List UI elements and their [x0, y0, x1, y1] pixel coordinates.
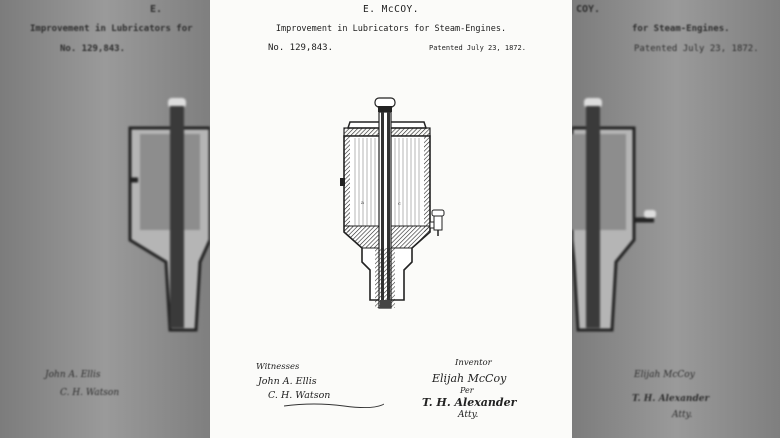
blur-date-right: Patented July 23, 1872.: [634, 44, 759, 54]
blur-witness-2-left: C. H. Watson: [60, 388, 120, 398]
blur-name-right: COY.: [576, 4, 601, 15]
patent-date: Patented July 23, 1872.: [429, 44, 526, 52]
attorney-signature: T. H. Alexander: [422, 396, 517, 409]
witness-1-signature: John A. Ellis: [258, 376, 317, 387]
svg-text:c: c: [398, 201, 401, 207]
witness-2-signature: C. H. Watson: [268, 390, 331, 401]
blur-atty-right: Atty.: [672, 410, 693, 420]
inventor-name-header: E. McCOY.: [363, 4, 419, 15]
blur-number-left: No. 129,843.: [60, 44, 126, 54]
witness-underline: [284, 398, 384, 412]
blur-name-left: E.: [150, 4, 163, 15]
blur-inventor-right: Elijah McCoy: [634, 370, 695, 380]
per-label: Per: [460, 386, 474, 395]
blur-attorney-right: T. H. Alexander: [632, 394, 710, 404]
inventor-label: Inventor: [455, 358, 492, 368]
patent-page: [210, 0, 572, 438]
lubricator-drawing: [210, 0, 572, 438]
blur-title-right: for Steam-Engines.: [632, 24, 730, 34]
patent-title: Improvement in Lubricators for Steam-Engines.: [275, 24, 507, 34]
patent-number: No. 129,843.: [268, 43, 334, 53]
svg-text:a: a: [361, 200, 364, 206]
blurred-lubricator-left: [0, 0, 210, 438]
lubricator-knob: [375, 98, 395, 112]
blur-witness-1-left: John A. Ellis: [45, 370, 101, 380]
blur-title-left: Improvement in Lubricators for: [30, 24, 193, 34]
blurred-background-left: [0, 0, 210, 438]
attorney-label: Atty.: [458, 410, 479, 420]
inventor-signature: Elijah McCoy: [432, 372, 507, 385]
blurred-background-right: [572, 0, 780, 438]
witnesses-label: Witnesses: [256, 362, 300, 372]
side-valve: [430, 210, 444, 236]
